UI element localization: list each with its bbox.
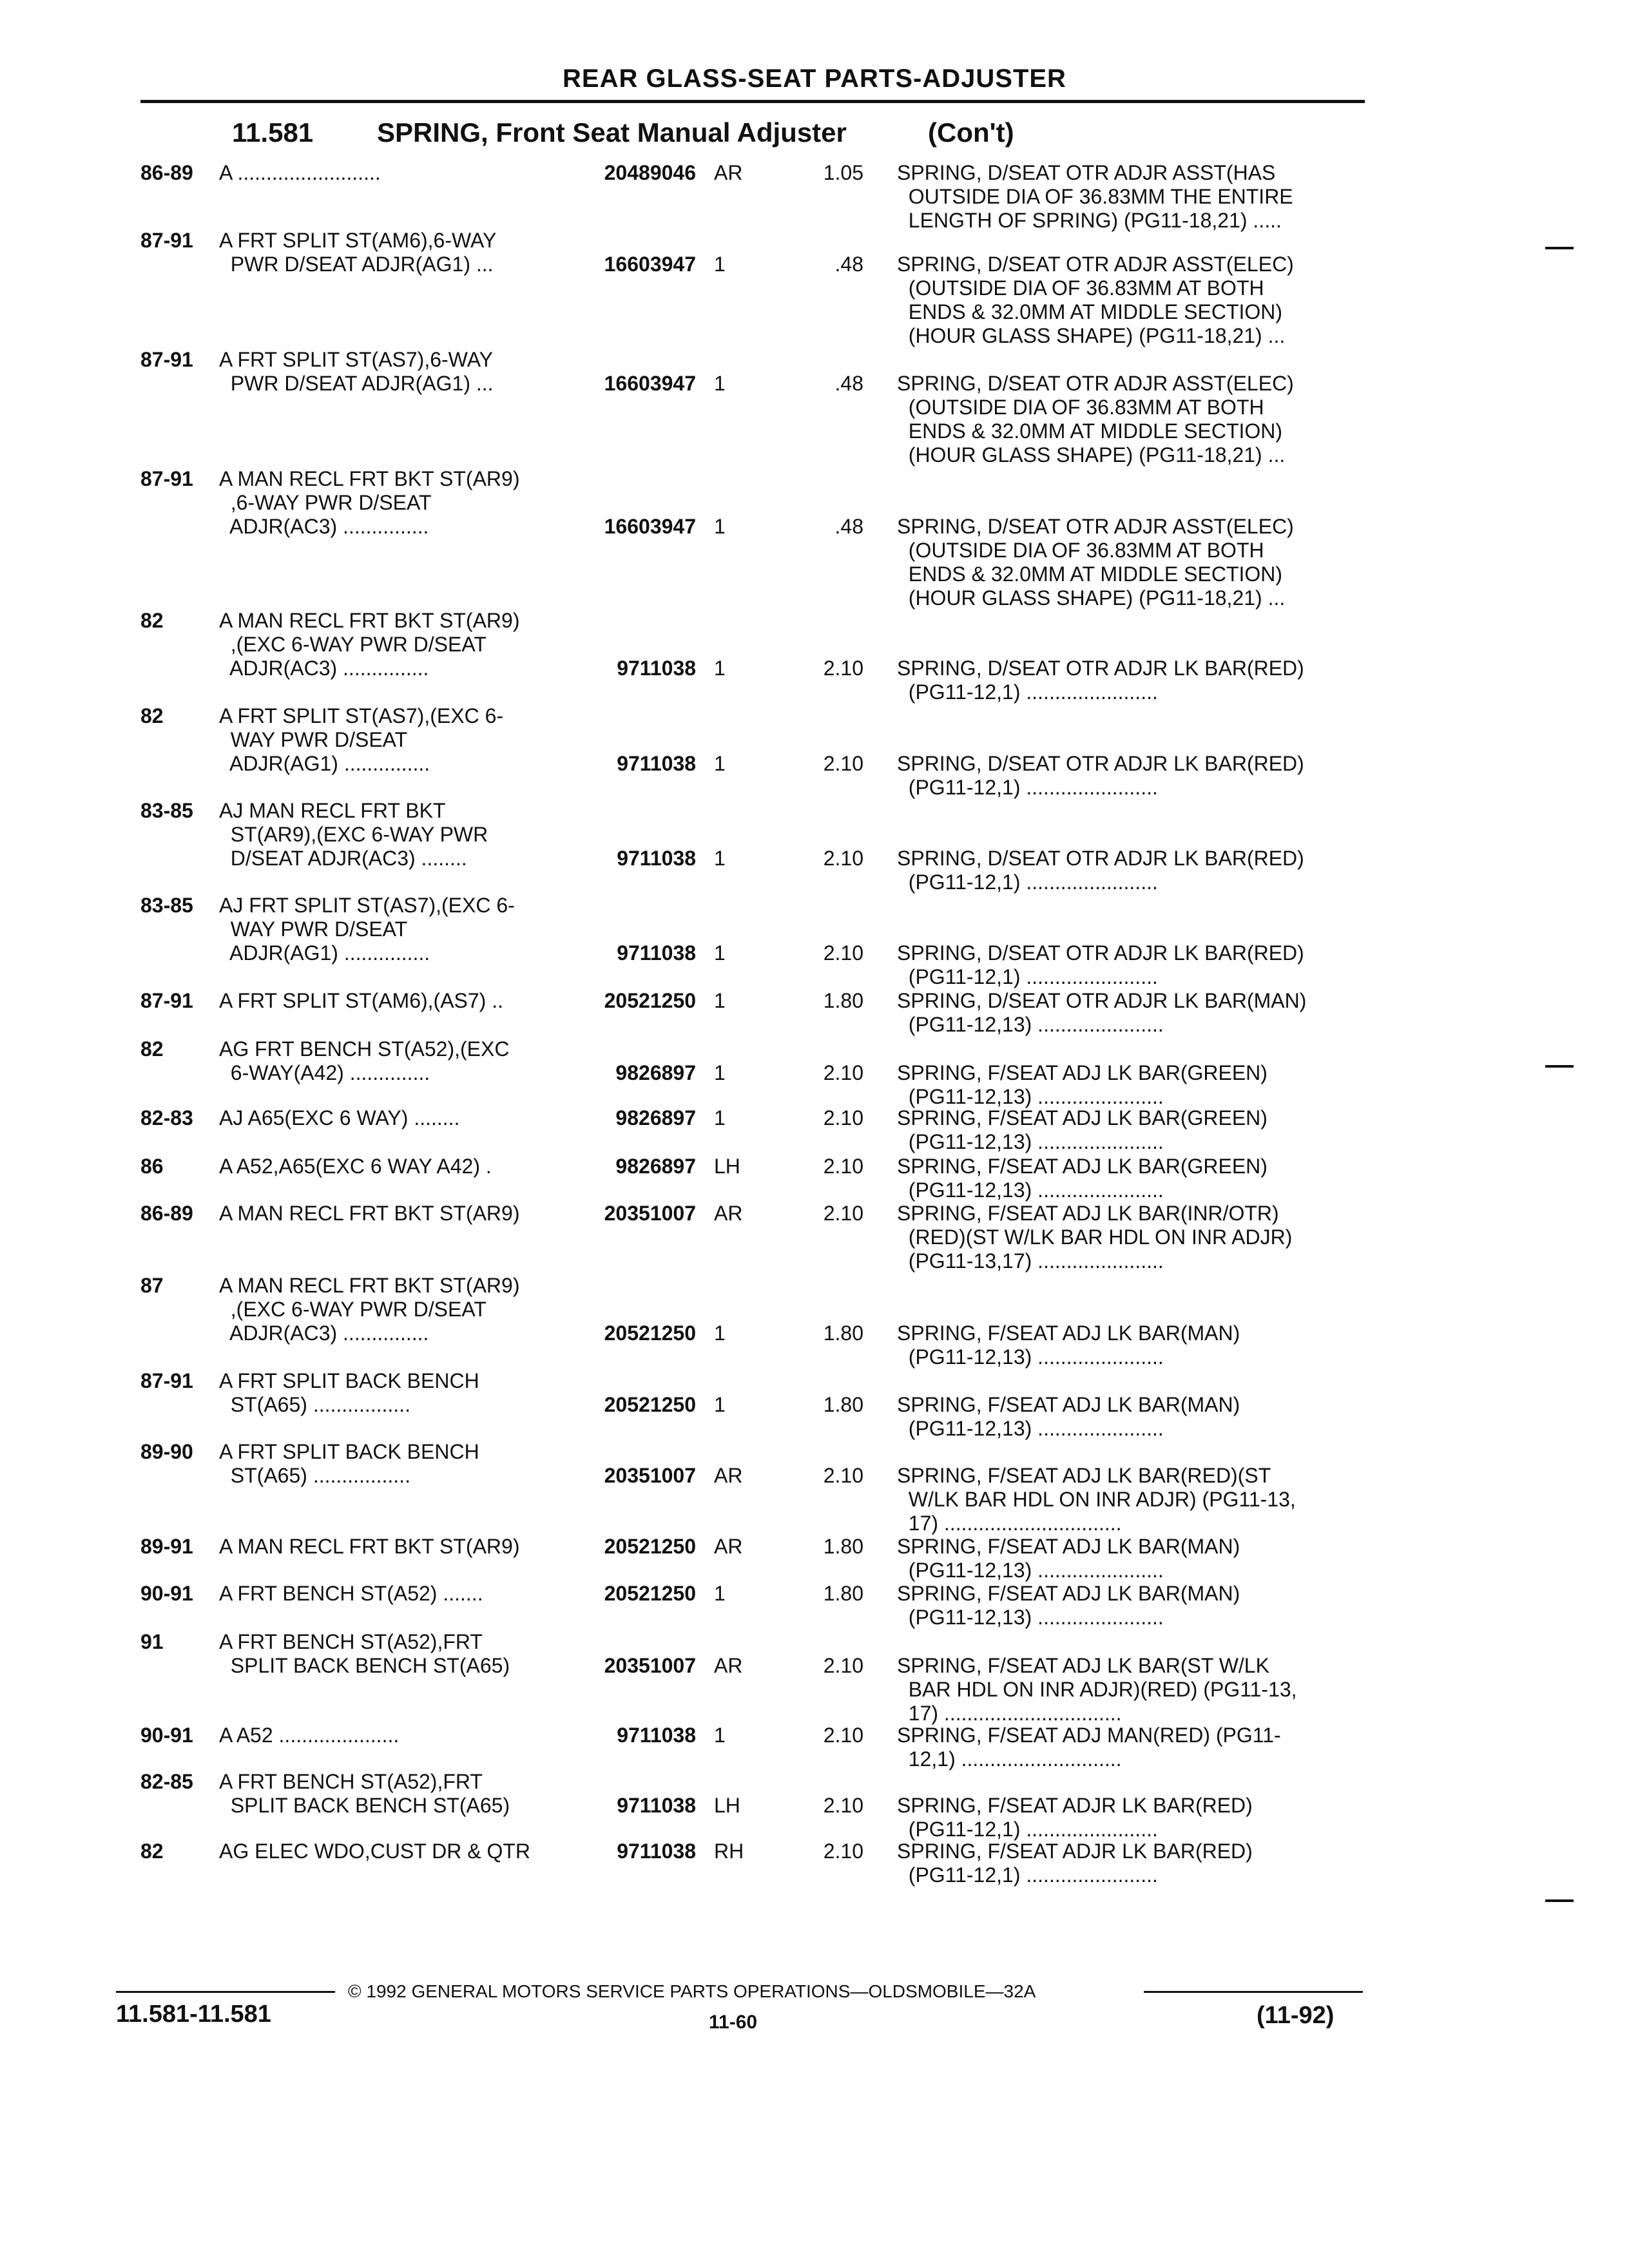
price: 1.80 [823, 1582, 863, 1605]
description-line: ENDS & 32.0MM AT MIDDLE SECTION) [897, 419, 1283, 443]
application-line: WAY PWR D/SEAT [219, 728, 408, 751]
quantity: 1 [714, 1724, 726, 1747]
quantity: AR [714, 1464, 743, 1487]
quantity: 1 [714, 941, 726, 965]
description-line: (PG11-12,13) ...................... [897, 1559, 1164, 1582]
model-years: 87-91 [140, 348, 193, 371]
description-line: OUTSIDE DIA OF 36.83MM THE ENTIRE [897, 185, 1293, 208]
price: 1.80 [823, 1321, 863, 1345]
application-line: ADJR(AG1) ............... [219, 752, 430, 775]
quantity: 1 [714, 752, 726, 775]
description-line: SPRING, F/SEAT ADJ LK BAR(GREEN) [897, 1106, 1268, 1129]
description-line: SPRING, D/SEAT OTR ADJR ASST(HAS [897, 161, 1276, 184]
section-name: SPRING, Front Seat Manual Adjuster [377, 117, 847, 148]
part-number: 9711038 [617, 1794, 696, 1817]
description-line: SPRING, F/SEAT ADJ LK BAR(ST W/LK [897, 1654, 1269, 1677]
quantity: AR [714, 1202, 743, 1225]
application-line: A FRT SPLIT ST(AM6),(AS7) .. [219, 989, 503, 1012]
description-line: 17) ............................... [897, 1702, 1122, 1725]
description-line: (OUTSIDE DIA OF 36.83MM AT BOTH [897, 396, 1264, 419]
model-years: 82 [140, 1037, 164, 1061]
model-years: 90-91 [140, 1582, 193, 1605]
model-years: 83-85 [140, 799, 193, 822]
description-line: (PG11-13,17) ...................... [897, 1249, 1164, 1273]
price: 1.80 [823, 1393, 863, 1416]
price: 2.10 [823, 1202, 863, 1225]
quantity: 1 [714, 1106, 726, 1129]
application-line: WAY PWR D/SEAT [219, 918, 408, 941]
model-years: 91 [140, 1630, 164, 1653]
description-line: SPRING, F/SEAT ADJ LK BAR(INR/OTR) [897, 1202, 1279, 1225]
description-line: (PG11-12,1) ....................... [897, 965, 1158, 988]
model-years: 87 [140, 1274, 164, 1297]
price: 2.10 [823, 941, 863, 965]
application-line: ,6-WAY PWR D/SEAT [219, 491, 432, 514]
part-number: 20521250 [604, 1393, 696, 1416]
model-years: 87-91 [140, 1369, 193, 1392]
application-line: A FRT BENCH ST(A52),FRT [219, 1630, 483, 1653]
description-line: SPRING, D/SEAT OTR ADJR ASST(ELEC) [897, 515, 1294, 538]
description-line: SPRING, F/SEAT ADJ LK BAR(RED)(ST [897, 1464, 1271, 1487]
price: 2.10 [823, 1840, 863, 1863]
application-line: SPLIT BACK BENCH ST(A65) [219, 1794, 510, 1817]
application-line: A FRT SPLIT ST(AS7),6-WAY [219, 348, 493, 371]
application-line: ST(A65) ................. [219, 1393, 410, 1416]
application-line: SPLIT BACK BENCH ST(A65) [219, 1654, 510, 1677]
part-number: 20521250 [604, 1582, 696, 1605]
description-line: 12,1) ............................ [897, 1747, 1122, 1771]
description-line: (PG11-12,13) ...................... [897, 1130, 1164, 1153]
description-line: SPRING, D/SEAT OTR ADJR LK BAR(RED) [897, 847, 1304, 870]
description-line: SPRING, F/SEAT ADJR LK BAR(RED) [897, 1840, 1253, 1863]
application-line: A FRT SPLIT BACK BENCH [219, 1369, 479, 1392]
part-number: 9711038 [617, 941, 696, 965]
description-line: SPRING, D/SEAT OTR ADJR ASST(ELEC) [897, 372, 1294, 395]
margin-mark [1545, 247, 1574, 249]
quantity: 1 [714, 1582, 726, 1605]
application-line: AJ FRT SPLIT ST(AS7),(EXC 6- [219, 894, 515, 917]
application-line: AG ELEC WDO,CUST DR & QTR [219, 1840, 531, 1863]
description-line: (HOUR GLASS SHAPE) (PG11-18,21) ... [897, 324, 1286, 347]
price: 2.10 [823, 657, 863, 680]
description-line: (PG11-12,13) ...................... [897, 1013, 1164, 1036]
application-line: A ......................... [219, 161, 381, 184]
application-line: ST(AR9),(EXC 6-WAY PWR [219, 823, 488, 846]
quantity: AR [714, 161, 743, 184]
part-number: 16603947 [604, 253, 696, 276]
application-line: A MAN RECL FRT BKT ST(AR9) [219, 1202, 520, 1225]
quantity: 1 [714, 1061, 726, 1084]
application-line: PWR D/SEAT ADJR(AG1) ... [219, 253, 494, 276]
part-number: 9711038 [617, 752, 696, 775]
quantity: 1 [714, 1321, 726, 1345]
description-line: (PG11-12,1) ....................... [897, 776, 1158, 799]
part-number: 20489046 [604, 161, 696, 184]
price: 2.10 [823, 1724, 863, 1747]
model-years: 87-91 [140, 229, 193, 252]
price: 1.05 [823, 161, 863, 184]
application-line: AJ MAN RECL FRT BKT [219, 799, 446, 822]
part-number: 9711038 [617, 1724, 696, 1747]
application-line: A MAN RECL FRT BKT ST(AR9) [219, 467, 520, 490]
application-line: ,(EXC 6-WAY PWR D/SEAT [219, 1298, 487, 1321]
description-line: SPRING, F/SEAT ADJ LK BAR(MAN) [897, 1582, 1240, 1605]
quantity: 1 [714, 657, 726, 680]
part-number: 9826897 [615, 1106, 696, 1129]
model-years: 87-91 [140, 989, 193, 1012]
price: 2.10 [823, 752, 863, 775]
description-line: 17) ............................... [897, 1512, 1122, 1535]
part-number: 9826897 [615, 1155, 696, 1178]
application-line: A FRT BENCH ST(A52) ....... [219, 1582, 483, 1605]
description-line: SPRING, F/SEAT ADJ LK BAR(MAN) [897, 1535, 1240, 1558]
model-years: 82 [140, 704, 164, 727]
part-number: 20521250 [604, 1535, 696, 1558]
description-line: LENGTH OF SPRING) (PG11-18,21) ..... [897, 209, 1282, 232]
footer-copyright: © 1992 GENERAL MOTORS SERVICE PARTS OPERATIONS—OLDSMOBILE—32A [348, 1981, 1036, 2001]
price: .48 [834, 253, 863, 276]
description-line: (HOUR GLASS SHAPE) (PG11-18,21) ... [897, 586, 1286, 610]
part-number: 20521250 [604, 989, 696, 1012]
part-number: 20351007 [604, 1464, 696, 1487]
part-number: 16603947 [604, 515, 696, 538]
section-number: 11.581 [232, 117, 314, 148]
model-years: 82-83 [140, 1106, 193, 1129]
application-line: D/SEAT ADJR(AC3) ........ [219, 847, 467, 870]
application-line: AJ A65(EXC 6 WAY) ........ [219, 1106, 460, 1129]
margin-mark [1545, 1899, 1574, 1902]
description-line: (OUTSIDE DIA OF 36.83MM AT BOTH [897, 539, 1264, 562]
price: 2.10 [823, 1654, 863, 1677]
description-line: ENDS & 32.0MM AT MIDDLE SECTION) [897, 300, 1283, 323]
model-years: 83-85 [140, 894, 193, 917]
footer-range: 11.581-11.581 [116, 2001, 271, 2028]
application-line: A FRT BENCH ST(A52),FRT [219, 1770, 483, 1793]
description-line: (PG11-12,13) ...................... [897, 1345, 1164, 1369]
model-years: 89-90 [140, 1440, 193, 1463]
quantity: RH [714, 1840, 744, 1863]
quantity: AR [714, 1535, 743, 1558]
application-line: A A52,A65(EXC 6 WAY A42) . [219, 1155, 492, 1178]
application-line: ADJR(AC3) ............... [219, 1321, 429, 1345]
footer-page-number: 11-60 [709, 2012, 758, 2033]
price: 1.80 [823, 1535, 863, 1558]
description-line: (PG11-12,13) ...................... [897, 1178, 1164, 1202]
quantity: 1 [714, 515, 726, 538]
section-continued: (Con't) [928, 117, 1014, 148]
description-line: (RED)(ST W/LK BAR HDL ON INR ADJR) [897, 1225, 1293, 1249]
quantity: AR [714, 1654, 743, 1677]
application-line: A A52 ..................... [219, 1724, 400, 1747]
price: 2.10 [823, 1106, 863, 1129]
part-number: 20521250 [604, 1321, 696, 1345]
price: 2.10 [823, 1464, 863, 1487]
model-years: 87-91 [140, 467, 193, 490]
part-number: 9826897 [615, 1061, 696, 1084]
description-line: SPRING, D/SEAT OTR ADJR ASST(ELEC) [897, 253, 1294, 276]
application-line: ADJR(AG1) ............... [219, 941, 430, 965]
application-line: ,(EXC 6-WAY PWR D/SEAT [219, 633, 487, 656]
page-title: REAR GLASS-SEAT PARTS-ADJUSTER [563, 64, 1066, 93]
description-line: SPRING, D/SEAT OTR ADJR LK BAR(MAN) [897, 989, 1307, 1012]
description-line: ENDS & 32.0MM AT MIDDLE SECTION) [897, 562, 1283, 586]
description-line: (PG11-12,1) ....................... [897, 1863, 1158, 1887]
application-line: ADJR(AC3) ............... [219, 657, 429, 680]
description-line: SPRING, F/SEAT ADJ LK BAR(MAN) [897, 1321, 1240, 1345]
description-line: SPRING, F/SEAT ADJ MAN(RED) (PG11- [897, 1724, 1281, 1747]
price: 1.80 [823, 989, 863, 1012]
part-number: 9711038 [617, 847, 696, 870]
price: 2.10 [823, 1155, 863, 1178]
model-years: 89-91 [140, 1535, 193, 1558]
model-years: 82 [140, 1840, 164, 1863]
margin-mark [1545, 1065, 1574, 1068]
description-line: (PG11-12,1) ....................... [897, 870, 1158, 894]
application-line: A MAN RECL FRT BKT ST(AR9) [219, 1535, 520, 1558]
price: 2.10 [823, 1061, 863, 1084]
footer-date: (11-92) [1257, 2002, 1335, 2029]
description-line: SPRING, D/SEAT OTR ADJR LK BAR(RED) [897, 752, 1304, 775]
description-line: W/LK BAR HDL ON INR ADJR) (PG11-13, [897, 1488, 1296, 1511]
application-line: A MAN RECL FRT BKT ST(AR9) [219, 1274, 520, 1297]
description-line: (PG11-12,13) ...................... [897, 1085, 1164, 1108]
description-line: (OUTSIDE DIA OF 36.83MM AT BOTH [897, 276, 1264, 300]
application-line: ADJR(AC3) ............... [219, 515, 429, 538]
part-number: 9711038 [617, 657, 696, 680]
description-line: SPRING, F/SEAT ADJ LK BAR(GREEN) [897, 1061, 1268, 1084]
footer-rule-left [116, 1991, 335, 1993]
description-line: SPRING, D/SEAT OTR ADJR LK BAR(RED) [897, 657, 1304, 680]
part-number: 20351007 [604, 1654, 696, 1677]
description-line: SPRING, D/SEAT OTR ADJR LK BAR(RED) [897, 941, 1304, 965]
application-line: ST(A65) ................. [219, 1464, 410, 1487]
application-line: A MAN RECL FRT BKT ST(AR9) [219, 609, 520, 632]
description-line: (PG11-12,1) ....................... [897, 1818, 1158, 1841]
model-years: 86-89 [140, 1202, 193, 1225]
price: 2.10 [823, 847, 863, 870]
description-line: SPRING, F/SEAT ADJ LK BAR(GREEN) [897, 1155, 1268, 1178]
quantity: LH [714, 1155, 740, 1178]
price: .48 [834, 515, 863, 538]
model-years: 86-89 [140, 161, 193, 184]
quantity: 1 [714, 372, 726, 395]
quantity: 1 [714, 253, 726, 276]
description-line: SPRING, F/SEAT ADJR LK BAR(RED) [897, 1794, 1253, 1817]
model-years: 82-85 [140, 1770, 193, 1793]
description-line: (PG11-12,1) ....................... [897, 680, 1158, 704]
application-line: 6-WAY(A42) .............. [219, 1061, 430, 1084]
description-line: SPRING, F/SEAT ADJ LK BAR(MAN) [897, 1393, 1240, 1416]
part-number: 9711038 [617, 1840, 696, 1863]
description-line: (PG11-12,13) ...................... [897, 1417, 1164, 1440]
application-line: A FRT SPLIT ST(AM6),6-WAY [219, 229, 497, 252]
price: .48 [834, 372, 863, 395]
footer-rule-right [1144, 1991, 1363, 1993]
quantity: 1 [714, 847, 726, 870]
part-number: 20351007 [604, 1202, 696, 1225]
application-line: AG FRT BENCH ST(A52),(EXC [219, 1037, 510, 1061]
price: 2.10 [823, 1794, 863, 1817]
quantity: 1 [714, 1393, 726, 1416]
application-line: A FRT SPLIT BACK BENCH [219, 1440, 479, 1463]
application-line: PWR D/SEAT ADJR(AG1) ... [219, 372, 494, 395]
model-years: 90-91 [140, 1724, 193, 1747]
part-number: 16603947 [604, 372, 696, 395]
model-years: 86 [140, 1155, 164, 1178]
description-line: BAR HDL ON INR ADJR)(RED) (PG11-13, [897, 1678, 1297, 1701]
description-line: (PG11-12,13) ...................... [897, 1606, 1164, 1629]
model-years: 82 [140, 609, 164, 632]
description-line: (HOUR GLASS SHAPE) (PG11-18,21) ... [897, 443, 1286, 466]
quantity: LH [714, 1794, 740, 1817]
quantity: 1 [714, 989, 726, 1012]
application-line: A FRT SPLIT ST(AS7),(EXC 6- [219, 704, 504, 727]
